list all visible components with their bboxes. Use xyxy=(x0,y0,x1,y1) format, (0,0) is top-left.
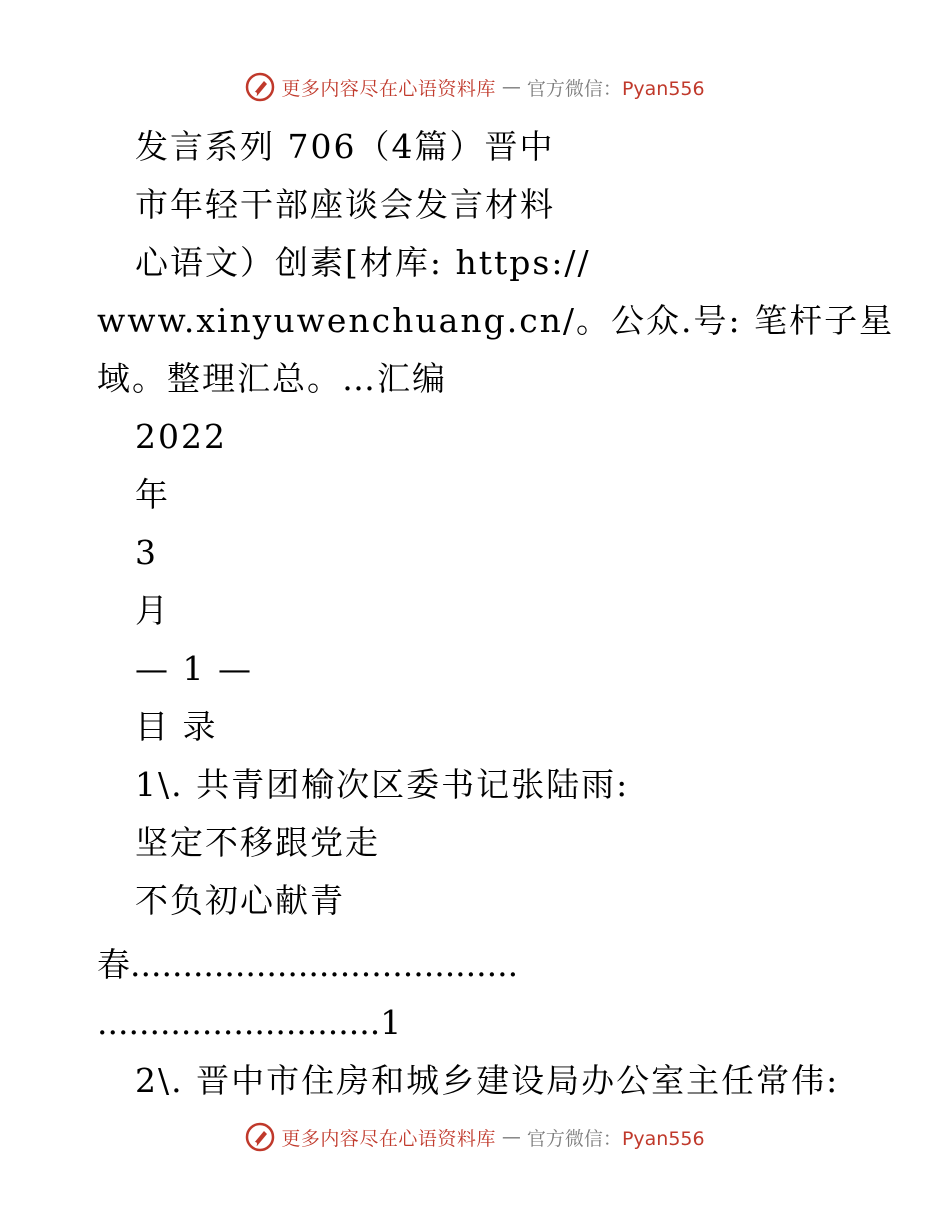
toc-entry-1-title-b: 不负初心献青 xyxy=(135,881,345,920)
watermark-contact-id: Pyan556 xyxy=(621,1127,705,1150)
toc-heading: 目 录 xyxy=(135,707,218,746)
date-month: 3 xyxy=(135,533,158,572)
title-line-1: 发言系列 706（4篇）晋中 xyxy=(135,127,555,166)
date-year-label: 年 xyxy=(135,475,170,514)
source-line-1: 心语文）创素[材库: https:// xyxy=(135,243,591,282)
header-watermark xyxy=(0,72,950,102)
title-line-2: 市年轻干部座谈会发言材料 xyxy=(135,185,555,224)
watermark-contact-label: 官方微信： xyxy=(526,1127,622,1150)
watermark-separator: — xyxy=(501,1126,521,1148)
page-number: — 1 — xyxy=(135,649,253,688)
watermark-text: 更多内容尽在心语资料库 xyxy=(281,1127,496,1150)
pen-logo-icon xyxy=(245,1122,275,1152)
watermark-separator: — xyxy=(501,76,521,98)
watermark-contact-label: 官方微信： xyxy=(526,77,622,100)
toc-entry-1: 1\. 共青团榆次区委书记张陆雨: xyxy=(135,765,630,804)
toc-entry-1-page: ...........................1 xyxy=(97,1003,402,1042)
watermark-text: 更多内容尽在心语资料库 xyxy=(281,77,496,100)
watermark-contact xyxy=(527,74,705,101)
pen-logo-icon xyxy=(245,72,275,102)
footer-watermark xyxy=(0,1122,950,1152)
date-year: 2022 xyxy=(135,417,227,456)
toc-entry-2: 2\. 晋中市住房和城乡建设局办公室主任常伟: xyxy=(135,1061,840,1100)
toc-entry-1-leader: 春..................................... xyxy=(97,945,519,984)
watermark-contact xyxy=(527,1124,705,1151)
toc-entry-1-title-a: 坚定不移跟党走 xyxy=(135,823,380,862)
source-line-2: www.xinyuwenchuang.cn/。公众.号: 笔杆子星 xyxy=(97,301,895,340)
date-month-label: 月 xyxy=(135,591,170,630)
source-line-3: 域。整理汇总。…汇编 xyxy=(97,359,447,398)
watermark-contact-id: Pyan556 xyxy=(621,77,705,100)
